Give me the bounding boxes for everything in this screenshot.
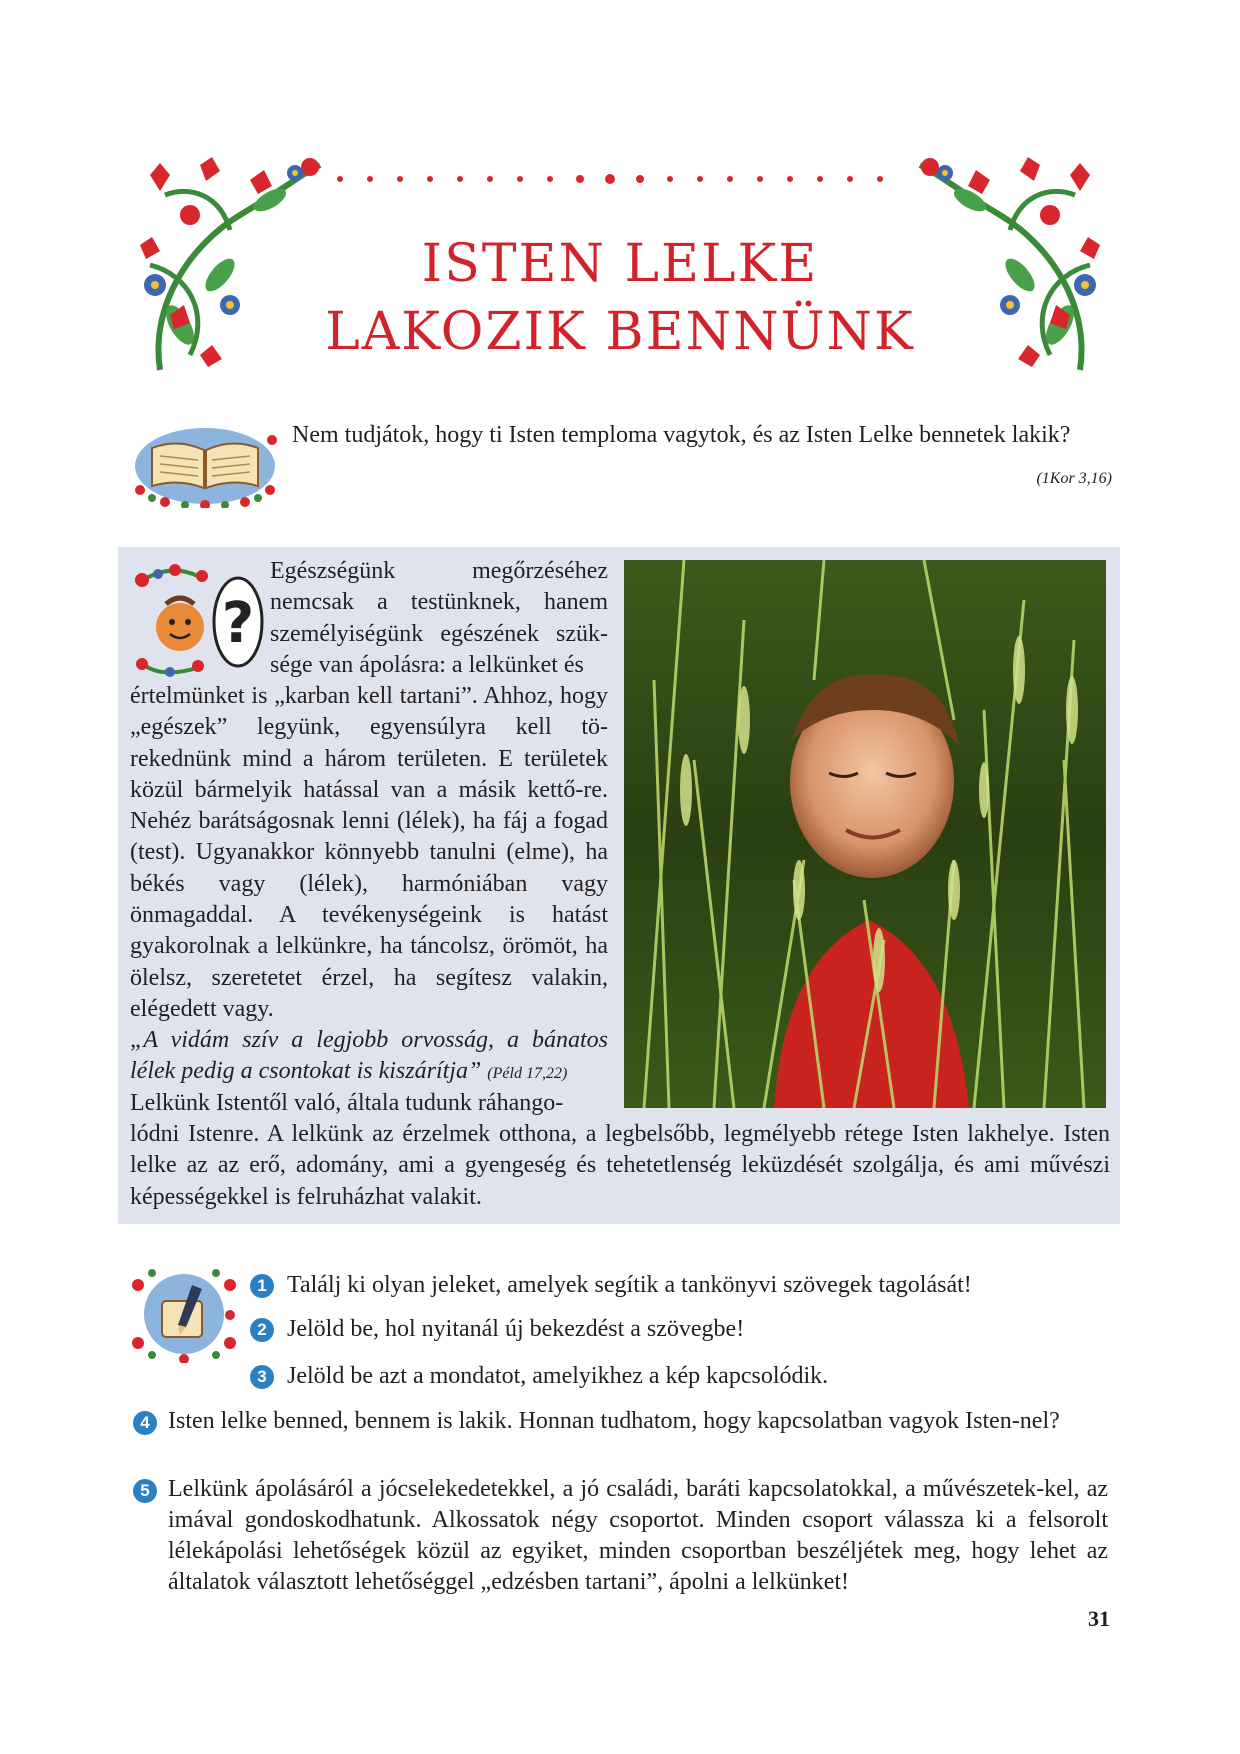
- task-2: Jelöld be, hol nyitanál új bekezdést a szövegbe!: [287, 1316, 745, 1342]
- proverb-text: „A vidám szív a legjobb orvosság, a bánatos lélek pedig a csontokat is kiszárítja”: [130, 1027, 608, 1085]
- task-4: Isten lelke benned, bennem is lakik. Honnan tudhatom, hogy kapcsolatban vagyok Isten-nel?: [168, 1408, 1060, 1434]
- title-line-2: LAKOZIK BENNÜNK: [325, 302, 915, 362]
- reading-paragraph-2: értelmünket is „karban kell tartani”. Ahhoz, hogy „egészek” legyünk, egyensúlyra kell tö-rekednünk mind a három területen. E területek közül bármelyik hatással van a másik kettő-re. Nehéz barátságosnak lenni (lélek), ha fáj a fogad (test). Ugyanakkor könnyebb tanulni (elme), ha békés vagy (lélek), harmóniában vagy önmagaddal. A tevékenységeink is hatást gyakorolnak a lelkünkre, ha táncolsz, örömöt, ha ölelsz, szeretetet érzel, ha segítesz valakin, elégedett vagy.: [130, 683, 608, 1022]
- folk-flower-ornament-icon: [910, 155, 1110, 385]
- pencil-paper-icon: [130, 1265, 238, 1363]
- title-line-1: ISTEN LELKE: [421, 234, 819, 294]
- reading-paragraph-3: Lelkünk Istentől való, általa tudunk ráhango-: [130, 1090, 564, 1116]
- reading-paragraph-1: Egészségünk megőrzéséhez nemcsak a testünknek, hanem személyiségünk egészének szük-sége van ápolásra: a lelkünket és: [270, 558, 608, 678]
- task-number-4: 4: [133, 1411, 157, 1435]
- reading-paragraph-4: lódni Istenre. A lelkünk az érzelmek otthona, a legbelsőbb, legmélyebb rétege Isten lakhelye. Isten lelke az az erő, adomány, ami a gyengeség és tehetetlenség leküzdését szolgálja, és ami művészi képességekkel is felruházhat valakit.: [130, 1121, 1110, 1210]
- dotted-border-icon: [330, 173, 890, 185]
- question-face-icon: [130, 562, 265, 680]
- task-5: Lelkünk ápolásáról a jócselekedetekkel, a jó családi, baráti kapcsolatokkal, a művészetek-kel, az imával gondoskodhatunk. Alkossatok négy csoportot. Minden csoport válassza ki a felsorolt lélekápolási lehetőségek közül az egyiket, minden csoportban beszéljétek meg, hogy lehet az általatok választott lehetőséggel „edzésben tartani”, ápolni a lelkünket!: [168, 1476, 1108, 1595]
- proverb-quote: [130, 1025, 608, 1090]
- task-3: Jelöld be azt a mondatot, amelyikhez a kép kapcsolódik.: [287, 1363, 829, 1389]
- bible-quote: Nem tudjátok, hogy ti Isten temploma vagytok, és az Isten Lelke bennetek lakik?: [292, 422, 1071, 448]
- task-number-1: 1: [250, 1274, 274, 1298]
- task-number-3: 3: [250, 1365, 274, 1389]
- chapter-header: [130, 155, 1110, 385]
- bible-quote-reference: (1Kor 3,16): [1036, 470, 1112, 487]
- task-number-5: 5: [133, 1479, 157, 1503]
- task-1: Találj ki olyan jeleket, amelyek segítik a tankönyvi szövegek tagolását!: [287, 1272, 972, 1298]
- proverb-reference: (Péld 17,22): [487, 1065, 568, 1083]
- task-number-2: 2: [250, 1318, 274, 1342]
- svg-text:?: ?: [221, 591, 255, 656]
- child-in-wheat-field-photo: [624, 560, 1106, 1108]
- open-bible-icon: [130, 418, 280, 508]
- page-number: 31: [1088, 1606, 1110, 1631]
